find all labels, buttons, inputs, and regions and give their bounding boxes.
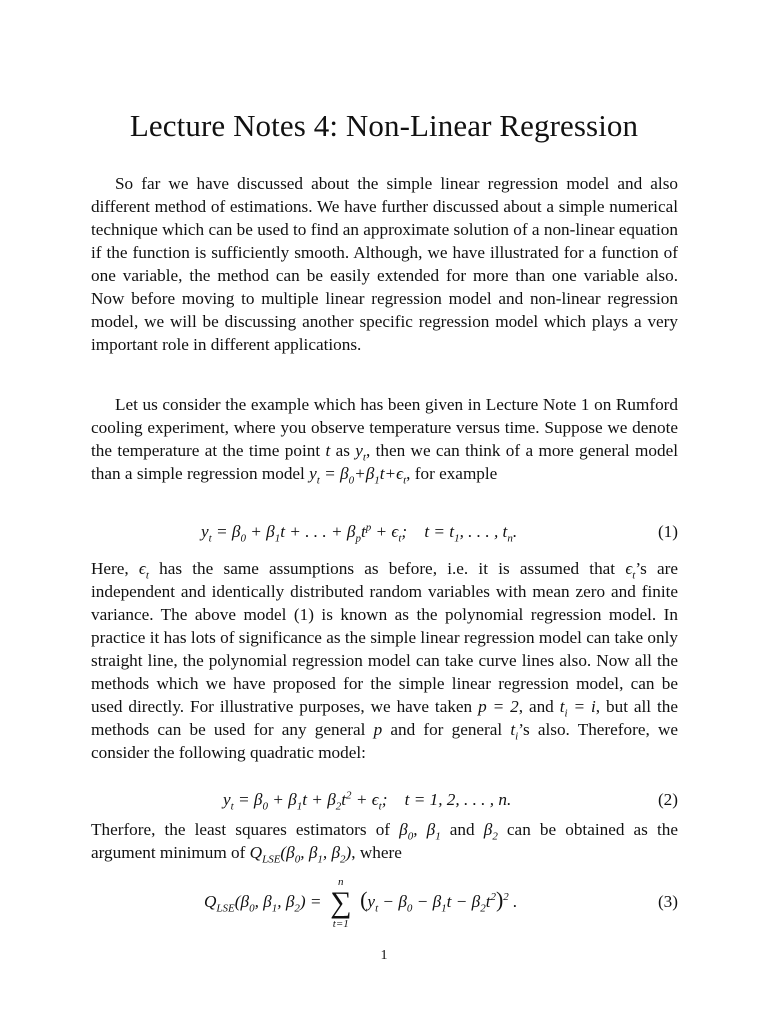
math-p-equals-2: p = 2 (478, 697, 519, 716)
text-run: can be obtained as the argument minimum of (91, 820, 678, 862)
text-run: Here, (91, 559, 139, 578)
equation-1-number: (1) (657, 522, 678, 541)
text-run: Let us consider the example which has been given in Lecture Note 1 on Rumford cooling experiment, where you observe temperature versus time. Suppose we denote the temperature at the time point (91, 395, 678, 460)
text-run: , but all the methods can be used for any general (91, 697, 678, 739)
math-ti: $t_i$ (510, 720, 519, 743)
equation-2 (91, 790, 678, 816)
page-number: 1 (380, 948, 388, 963)
text-run: Therfore, the least squares estimators of (91, 820, 400, 839)
equation-1 (91, 522, 678, 548)
equation-3-number: (3) (657, 892, 678, 911)
paragraph-intro: So far we have discussed about the simple linear regression model and also different method of estimations. We have further discussed about a simple numerical technique which can be used to find an approximate solution of a non-linear equation if the function is sufficiently smooth. Although, we have illustrated for a function of one variable, the method can be easily extended for more than one variable also. Now before moving to multiple linear regression model and non-linear regression model, we will be discussing another specific regression model which plays a very important role in different applications. (91, 174, 678, 354)
math-beta2: $\beta_2$ (483, 820, 498, 843)
math-yt: $y_t$ (355, 441, 366, 464)
text-run: , where (351, 843, 402, 862)
text-run: , and (518, 697, 560, 716)
paragraph-polynomial (91, 557, 678, 764)
text-run: , then we can think of a more general model than a simple regression model (91, 441, 678, 483)
math-p: p (373, 720, 383, 739)
equation-2-number: (2) (657, 790, 678, 809)
equation-3-body: $Q_{LSE}(\beta_0$, $\beta_1$, $\beta_2$) = n ∑ t=1 $(y_t - \beta_0 - \beta_1t - \beta_2t^2)^2$ . (204, 876, 518, 930)
text-run: as (330, 441, 356, 460)
page-title: Lecture Notes 4: Non-Linear Regression (129, 108, 639, 143)
math-beta0-beta1: $\beta_0$, $\beta_1$ (399, 820, 441, 843)
equation-3 (91, 874, 678, 930)
text-run: and (440, 820, 484, 839)
math-qlse: $Q_{LSE}(\beta_0$, $\beta_1$, $\beta_2$) (249, 843, 352, 866)
text-run: ’s are independent and identically distributed random variables with mean zero and finite variance. The above model (1) is known as the polynomial regression model. In practice it has lots of significance as the simple linear regression model can take only straight line, the polynomial regression model can take curve lines also. Now all the methods which we have proposed for the simple linear regression model, can be used directly. For illustrative purposes, we have taken (91, 559, 678, 716)
equation-2-body: $y_t = \beta_0 + \beta_1t + \beta_2t^2 + \epsilon_t$; t = 1, 2, . . . , n. (223, 789, 512, 813)
math-eps-t: $\epsilon_t$ (138, 559, 149, 582)
text-run: and for general (382, 720, 511, 739)
text-run: , for example (406, 464, 498, 483)
math-eps-t: $\epsilon_t$ (625, 559, 636, 582)
paragraph-least-squares (91, 818, 678, 864)
text-run: has the same assumptions as before, i.e. it is assumed that (148, 559, 626, 578)
math-t: t (325, 441, 331, 460)
math-ti-equals-i: $t_i = i$ (559, 697, 596, 720)
summation-symbol: n ∑ t=1 (330, 876, 352, 930)
equation-1-body: $y_t = \beta_0 + \beta_1t$ + . . . + $\beta_pt^p + \epsilon_t$; $t = t_1$, . . . , $t_n$. (201, 521, 518, 545)
math-simple-model: $y_t = \beta_0+\beta_1t+\epsilon_t$ (309, 464, 407, 487)
paragraph-rumford (91, 393, 678, 485)
text-run: ’s also. Therefore, we consider the following quadratic model: (91, 720, 678, 762)
